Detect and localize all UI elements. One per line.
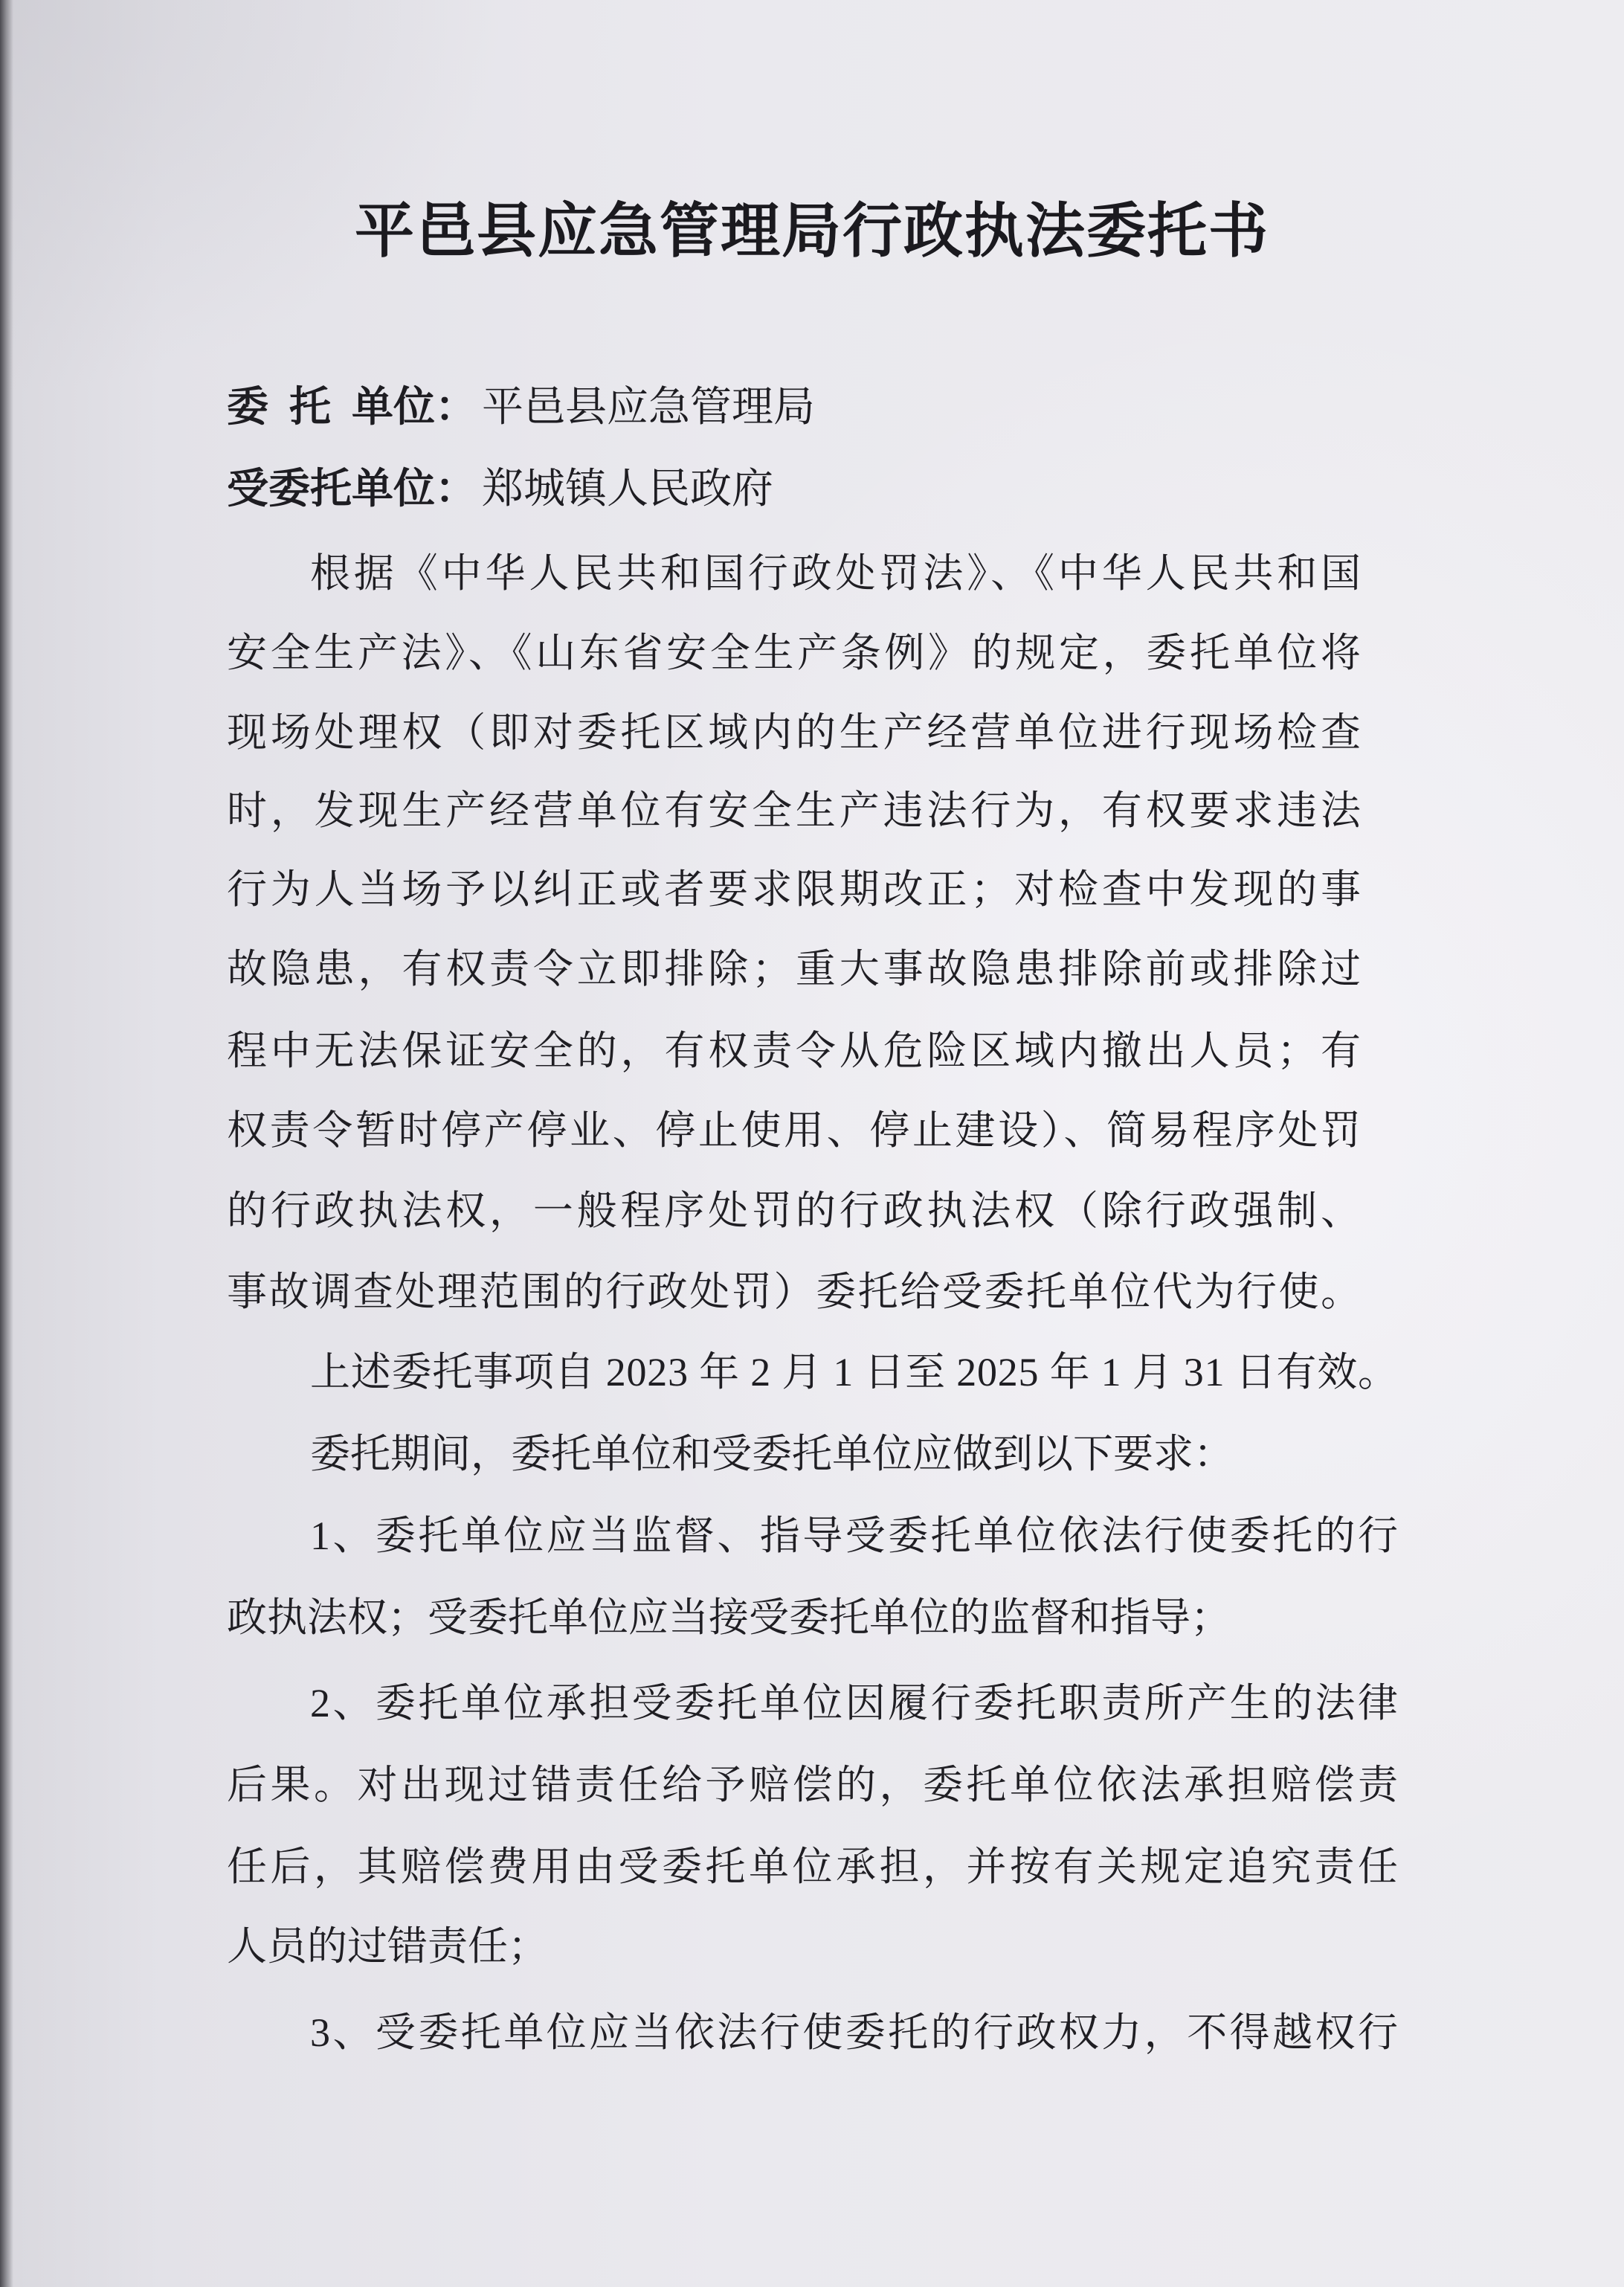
validity-period-text: 上述委托事项自 2023 年 2 月 1 日至 2025 年 1 月 31 日有效。 — [310, 1350, 1399, 1395]
requirement-2-line: 2、委托单位承担受委托单位因履行委托职责所产生的法律 — [310, 1681, 1401, 1725]
entrusted-party-name: 郑城镇人民政府 — [482, 466, 773, 512]
authorization-line: 的行政执法权，一般程序处罚的行政执法权（除行政强制、 — [227, 1188, 1364, 1233]
entrusting-party-row — [227, 385, 815, 430]
authorization-line: 程中无法保证安全的，有权责令从危险区域内撤出人员；有 — [227, 1029, 1364, 1073]
authorization-line: 故隐患，有权责令立即排除；重大事故隐患排除前或排除过 — [227, 947, 1364, 991]
authorization-line: 根据《中华人民共和国行政处罚法》、《中华人民共和国 — [310, 551, 1364, 596]
requirement-3-line: 3、受委托单位应当依法行使委托的行政权力，不得越权行 — [310, 2010, 1401, 2055]
requirement-2-line: 后果。对出现过错责任给予赔偿的，委托单位依法承担赔偿责 — [227, 1763, 1402, 1807]
entrusted-party-row — [227, 467, 773, 512]
document-title: 平邑县应急管理局行政执法委托书 — [355, 196, 1269, 266]
authorization-line: 事故调查处理范围的行政处罚）委托给受委托单位代为行使。 — [227, 1270, 1363, 1314]
requirement-2-line: 人员的过错责任； — [227, 1924, 548, 1969]
entrusting-party-name: 平邑县应急管理局 — [482, 385, 815, 431]
authorization-line: 行为人当场予以纠正或者要求限期改正；对检查中发现的事 — [227, 867, 1364, 912]
authorization-line: 时，发现生产经营单位有安全生产违法行为，有权要求违法 — [227, 788, 1364, 833]
paper-left-edge-shadow — [0, 0, 13, 2287]
authorization-line: 安全生产法》、《山东省安全生产条例》的规定，委托单位将 — [227, 631, 1364, 675]
entrusted-party-label: 受委托单位： — [227, 466, 477, 512]
requirement-2-line: 任后，其赔偿费用由受委托单位承担，并按有关规定追究责任 — [227, 1844, 1402, 1889]
authorization-line: 现场处理权（即对委托区域内的生产经营单位进行现场检查 — [227, 710, 1364, 755]
authorization-line: 权责令暂时停产停业、停止使用、停止建设）、简易程序处罚 — [227, 1108, 1364, 1153]
requirements-intro-text: 委托期间，委托单位和受委托单位应做到以下要求： — [310, 1432, 1234, 1476]
requirement-1-line: 政执法权；受委托单位应当接受委托单位的监督和指导； — [227, 1595, 1231, 1640]
entrusting-party-label: 委 托 单位： — [227, 385, 477, 431]
requirement-1-line: 1、委托单位应当监督、指导受委托单位依法行使委托的行 — [310, 1514, 1401, 1558]
